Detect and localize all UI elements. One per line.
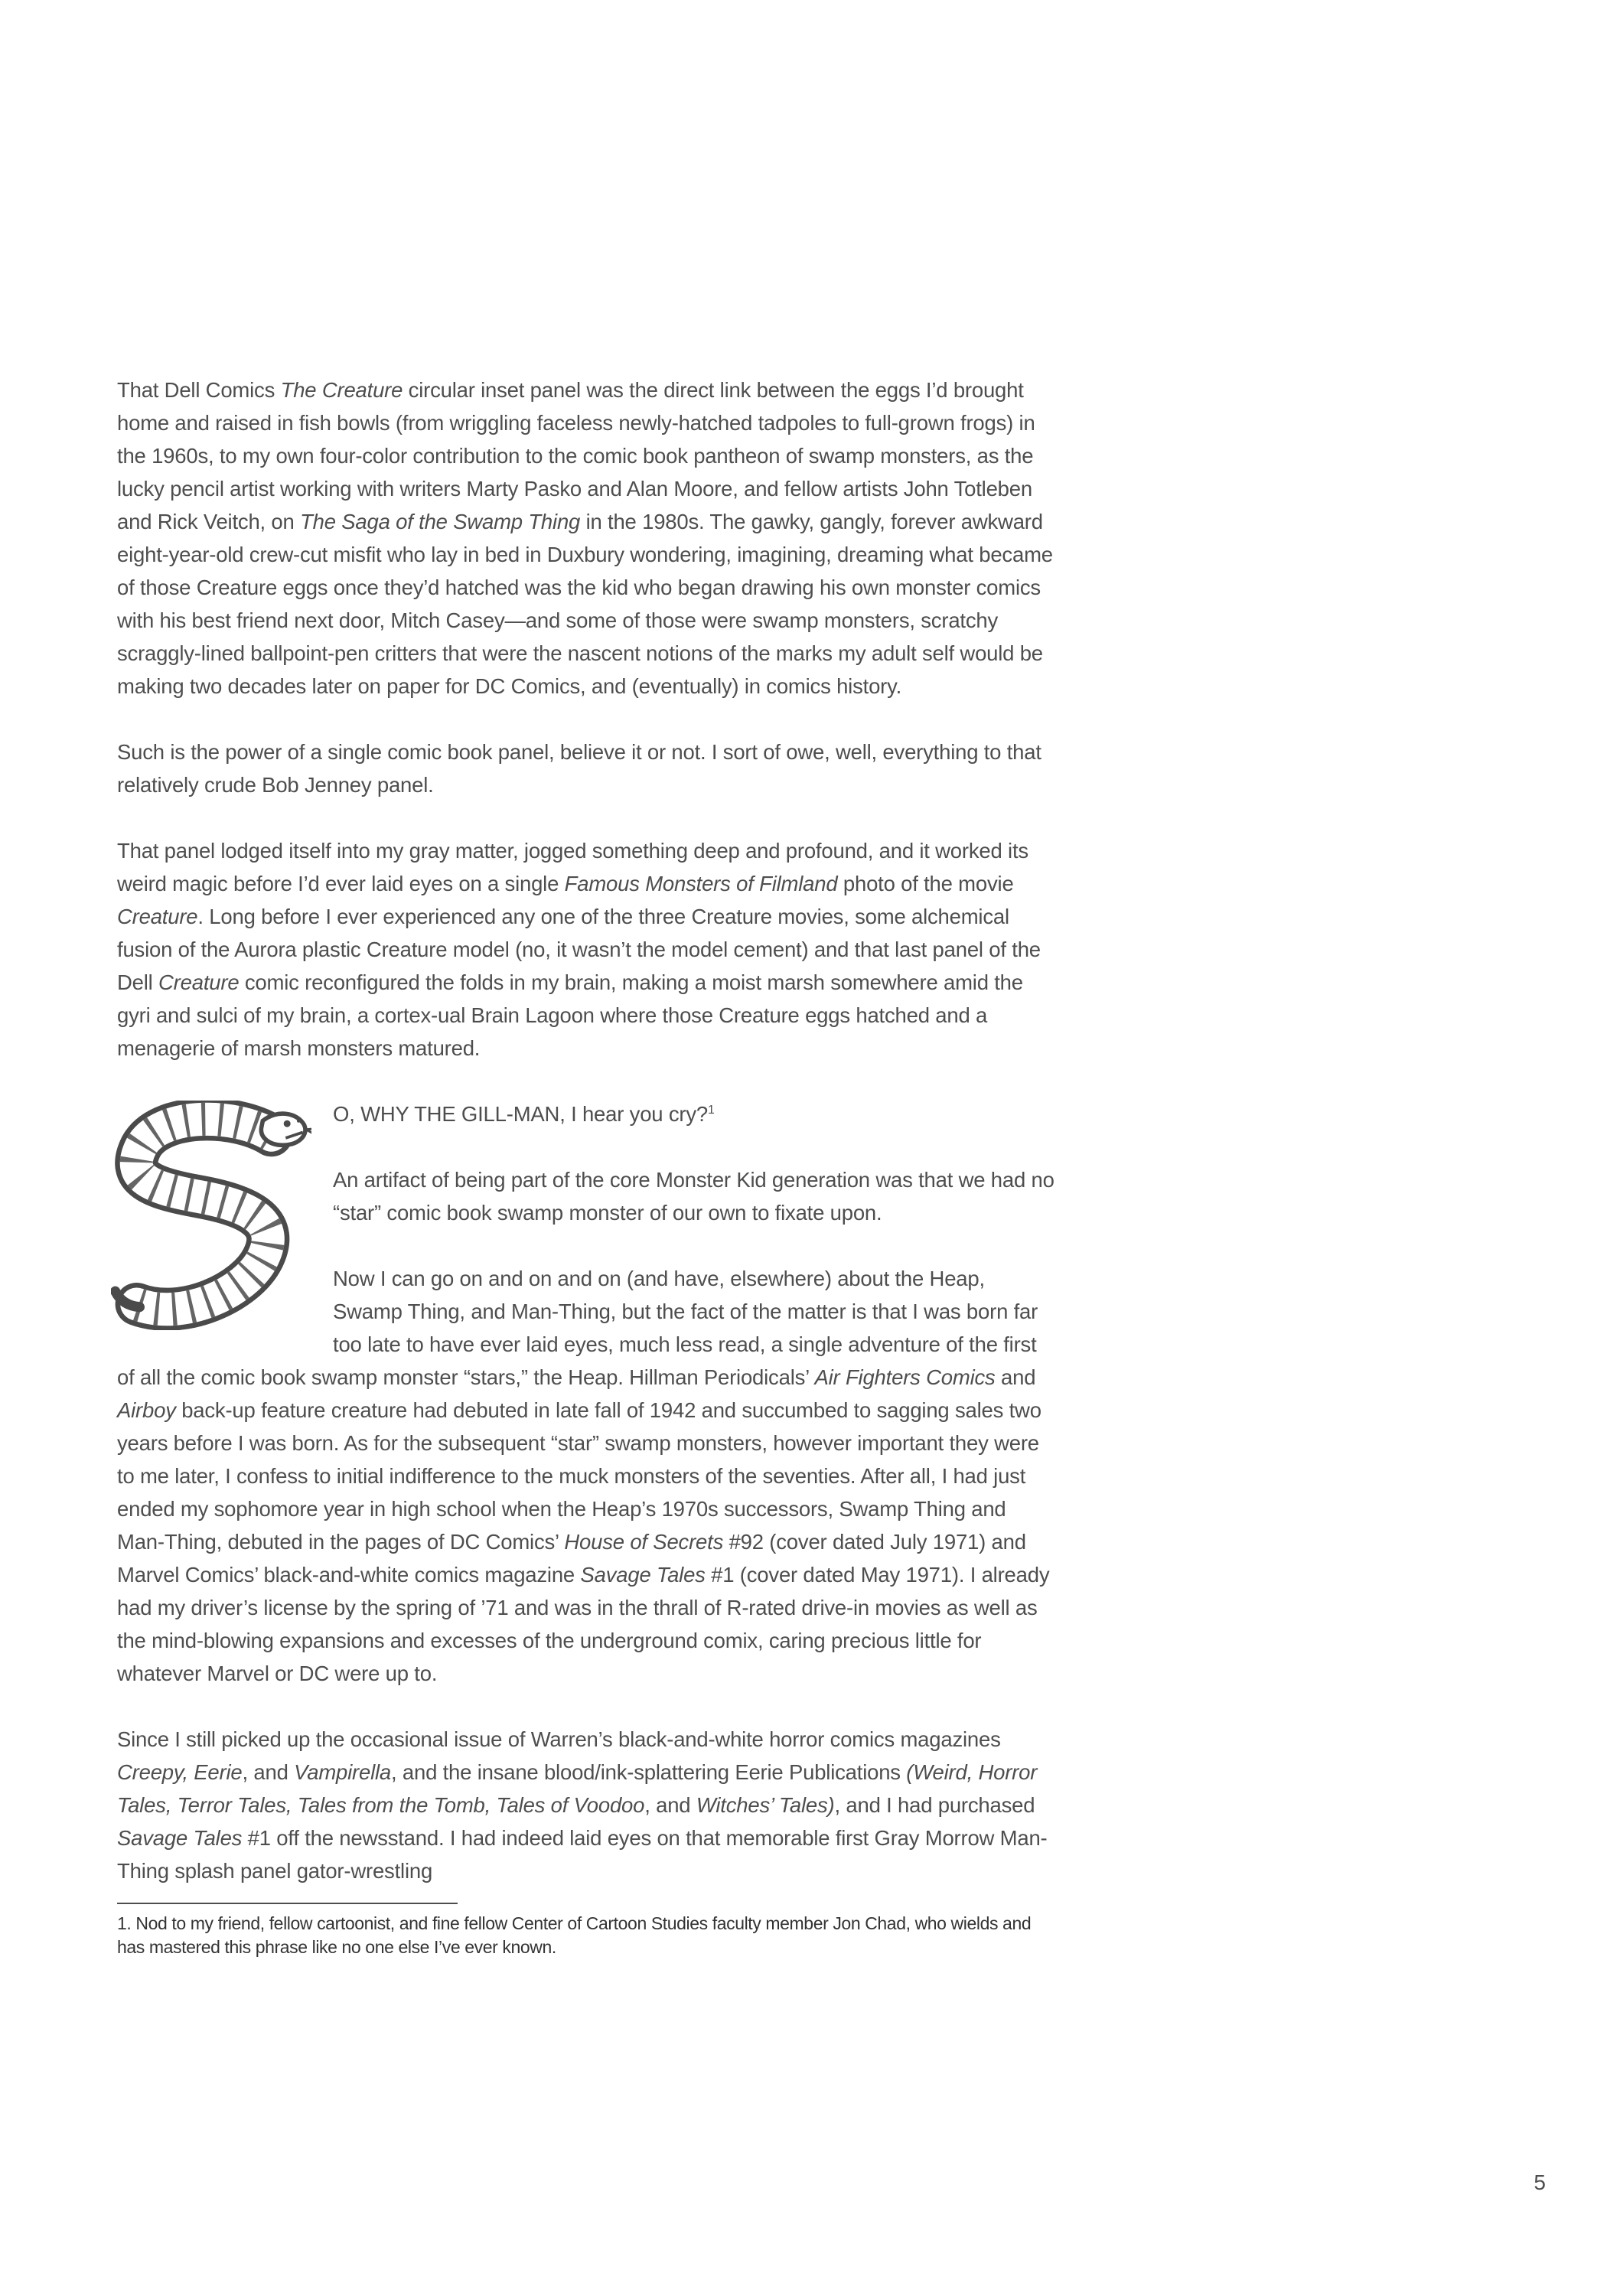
paragraph-warren-magazines: Since I still picked up the occasional issue of Warren’s black-and-white horror comics magazines Creepy, Eerie, and Vampirella, and the insane blood/ink-splattering Eerie Publications (Weird, Horror Tales, Terror Tales, Tales from the Tomb, Tales of Voodoo, and Witches’ Tales), and I had purchased Savage Tales #1 off the newsstand. I had indeed laid eyes on that memorable first Gray Morrow Man-Thing splash panel gator-wrestling	[117, 1727, 1048, 1883]
paragraph-dell-comics: That Dell Comics The Creature circular inset panel was the direct link between the eggs I’d brought home and raised in fish bowls (from wriggling faceless newly-hatched tadpoles to full-grown frogs) in the 1960s, to my own four-color contribution to the comic book pantheon of swamp monsters, as the lucky pencil artist working with writers Marty Pasko and Alan Moore, and fellow artists John Totleben and Rick Veitch, on The Saga of the Swamp Thing in the 1980s. The gawky, gangly, forever awkward eight-year-old crew-cut misfit who lay in bed in Duxbury wondering, imagining, dreaming what became of those Creature eggs once they’d hatched was the kid who began drawing his own monster comics with his best friend next door, Mitch Casey—and some of those were swamp monsters, scratchy scraggly-lined ballpoint-pen critters that were the nascent notions of the marks my adult self would be making two decades later on paper for DC Comics, and (eventually) in comics history.	[117, 378, 1053, 698]
footnote	[117, 1903, 1058, 1959]
paragraph-gray-matter: That panel lodged itself into my gray matter, jogged something deep and profound, and it worked its weird magic before I’d ever laid eyes on a single Famous Monsters of Filmland photo of the movie Creature. Long before I ever experienced any one of the three Creature movies, some alchemical fusion of the Aurora plastic Creature model (no, it wasn’t the model cement) and that last panel of the Dell Creature comic reconfigured the folds in my brain, making a moist marsh somewhere amid the gyri and sulci of my brain, a cortex-ual Brain Lagoon where those Creature eggs hatched and a menagerie of marsh monsters matured.	[117, 839, 1041, 1060]
text-column	[117, 373, 1058, 1959]
footnote-text: 1. Nod to my friend, fellow cartoonist, and fine fellow Center of Cartoon Studies faculty member Jon Chad, who wields and has mastered this phrase like no one else I’ve ever known.	[117, 1913, 1032, 1957]
paragraph-heap-swamp-thing: Now I can go on and on and on (and have, elsewhere) about the Heap, Swamp Thing, and Man-Thing, but the fact of the matter is that I was born far too late to have ever laid eyes, much less read, a single adventure of the first of all the comic book swamp monster “stars,” the Heap. Hillman Periodicals’ Air Fighters Comics and Airboy back-up feature creature had debuted in late fall of 1942 and succumbed to sagging sales two years before I was born. As for the subsequent “star” swamp monsters, however important they were to me later, I confess to initial indifference to the muck monsters of the seventies. After all, I had just ended my sophomore year in high school when the Heap’s 1970s successors, Swamp Thing and Man-Thing, debuted in the pages of DC Comics’ House of Secrets #92 (cover dated July 1971) and Marvel Comics’ black-and-white comics magazine Savage Tales #1 (cover dated May 1971). I already had my driver’s license by the spring of ’71 and was in the thrall of R-rated drive-in movies as well as the mind-blowing expansions and excesses of the underground comix, caring precious little for whatever Marvel or DC were up to.	[117, 1267, 1050, 1685]
page-number: 5	[1534, 2170, 1546, 2194]
snake-s-illustration	[111, 1101, 311, 1330]
paragraph-power-of-panel: Such is the power of a single comic book panel, believe it or not. I sort of owe, well, everything to that relatively crude Bob Jenney panel.	[117, 740, 1041, 797]
paragraph-monster-kid: An artifact of being part of the core Monster Kid generation was that we had no “star” comic book swamp monster of our own to fixate upon.	[333, 1168, 1054, 1225]
footnote-divider	[117, 1903, 458, 1904]
paragraph-why-gill-man: O, WHY THE GILL-MAN, I hear you cry?$^1$	[333, 1102, 715, 1126]
